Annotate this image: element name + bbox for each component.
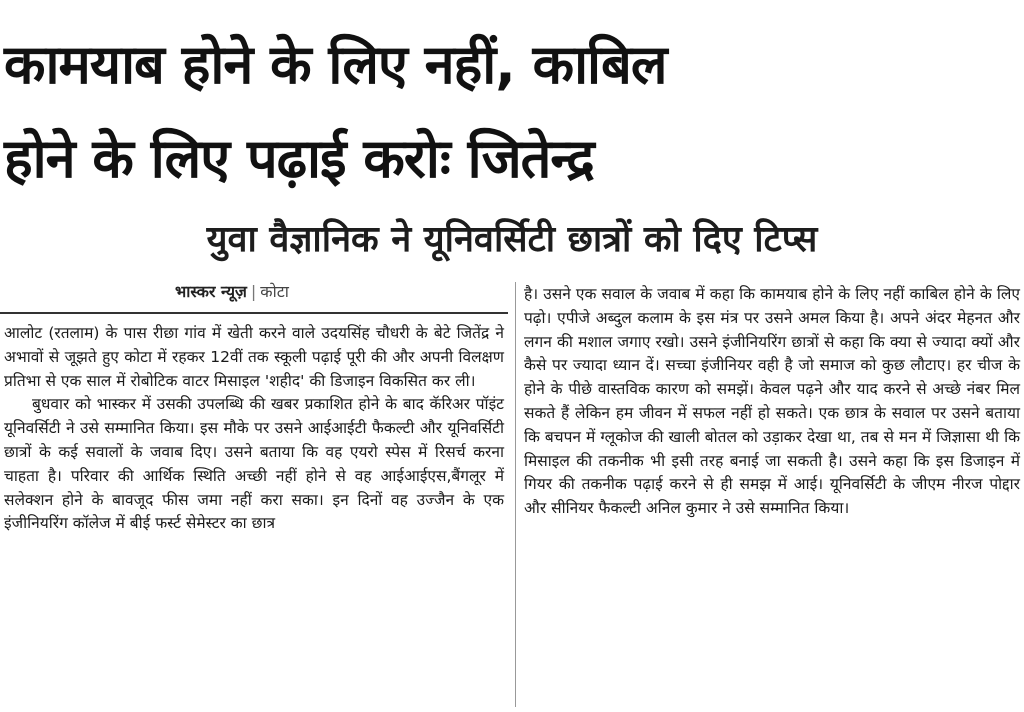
article-column-2 — [524, 283, 1020, 521]
article-paragraph-1: आलोट (रतलाम) के पास रीछा गांव में खेती करने वाले उदयसिंह चौधरी के बेटे जितेंद्र ने अभावों से जूझते हुए कोटा में रहकर 12वीं तक स्कूली पढ़ाई पूरी की और अपनी विलक्षण प्रतिभा से एक साल में रोबोटिक वाटर मिसाइल 'शहीद' की डिजाइन विकसित कर ली। — [4, 324, 504, 390]
byline — [175, 281, 289, 303]
byline-place: कोटा — [260, 282, 289, 301]
headline — [4, 18, 1020, 206]
byline-rule — [0, 312, 508, 314]
byline-separator: | — [250, 282, 257, 301]
subheadline: युवा वैज्ञानिक ने यूनिवर्सिटी छात्रों को दिए टिप्स — [206, 219, 818, 260]
article-column-1 — [4, 322, 504, 536]
article-paragraph-2: बुधवार को भास्कर में उसकी उपलब्धि की खबर प्रकाशित होने के बाद कॅरिअर पॉइंट यूनिवर्सिटी ने उसे सम्मानित किया। इस मौके पर उसने आईआईटी फैकल्टी और यूनिवर्सिटी छात्रों के कई सवालों के जवाब दिए। उसने बताया कि वह एयरो स्पेस में रिसर्च करना चाहता है। परिवार की आर्थिक स्थिति अच्छी नहीं होने से वह आईआईएस,बैंगलूर में सलेक्शन होने के बावजूद फीस जमा नहीं करा सका। इन दिनों वह उज्जैन के एक इंजीनियरिंग कॉलेज में बीई फर्स्ट सेमेस्टर का छात्र — [4, 395, 504, 533]
byline-source: भास्कर न्यूज़ — [175, 282, 247, 301]
article-paragraph-3: है। उसने एक सवाल के जवाब में कहा कि कामयाब होने के लिए नहीं काबिल होने के लिए पढ़ो। एपीजे अब्दुल कलाम के इस मंत्र पर उसने अमल किया है। अपने अंदर मेहनत और लगन की मशाल जगाए रखो। उसने इंजीनियरिंग छात्रों से कहा कि क्या से ज्यादा क्यों और कैसे पर ज्यादा ध्यान दें। सच्चा इंजीनियर वही है जो समाज को कुछ लौटाए। हर चीज के होने के पीछे वास्तविक कारण को समझें। केवल पढ़ने और याद करने से अच्छे नंबर मिल सकते हैं लेकिन हम जीवन में सफल नहीं हो सकते। एक छात्र के सवाल पर उसने बताया कि बचपन में ग्लूकोज की खाली बोतल को उड़ाकर देखा था, तब से मन में जिज्ञासा थी कि मिसाइल की तकनीक भी इसी तरह बनाई जा सकती है। उसने कहा कि इस डिजाइन में गियर की तकनीक पढ़ाई करने से ही समझ में आई। यूनिवर्सिटी के जीएम नीरज पोद्दार और सीनियर फैकल्टी अनिल कुमार ने उसे सम्मानित किया। — [524, 285, 1020, 518]
column-separator — [515, 282, 516, 707]
headline-line-1: कामयाब होने के लिए नहीं, काबिल — [4, 33, 667, 96]
headline-line-2: होने के लिए पढ़ाई करोः जितेन्द्र — [4, 127, 594, 190]
